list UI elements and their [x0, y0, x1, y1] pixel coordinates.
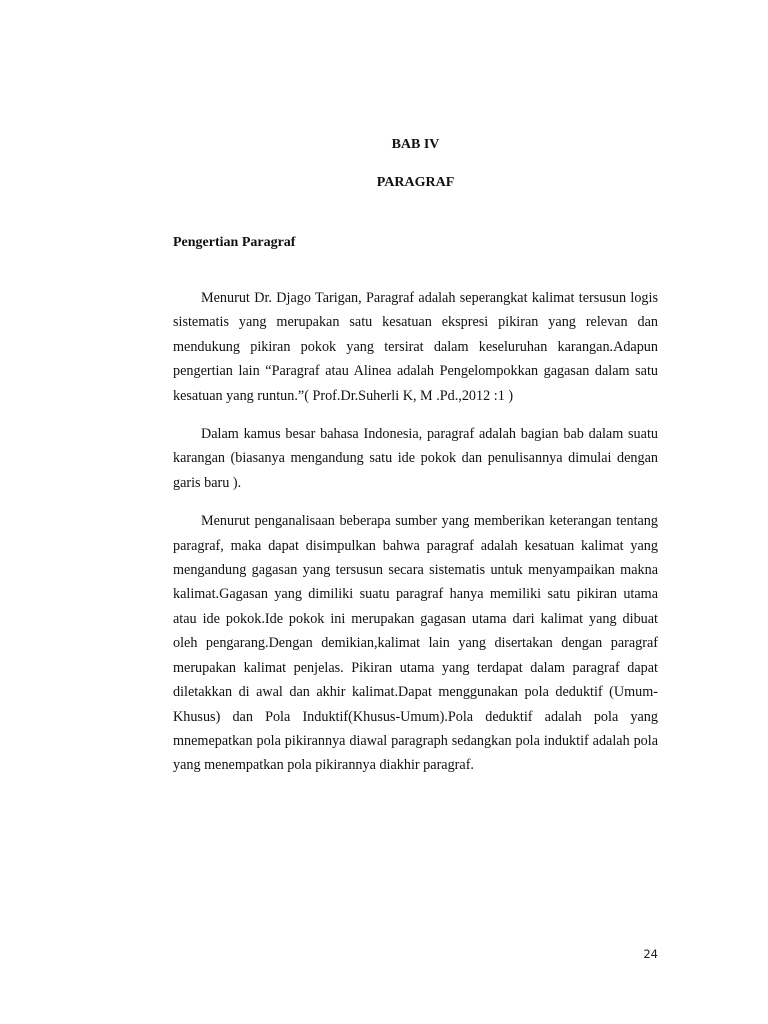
paragraph-2: Dalam kamus besar bahasa Indonesia, paragraf adalah bagian bab dalam suatu karangan (biasanya mengandung satu ide pokok dan penulisannya dimulai dengan garis baru ). — [173, 426, 658, 491]
section-heading: Pengertian Paragraf — [173, 235, 296, 250]
chapter-title: PARAGRAF — [376, 175, 455, 190]
body-text — [173, 286, 658, 792]
chapter-number: BAB IV — [391, 137, 440, 152]
paragraph-3: Menurut penganalisaan beberapa sumber yang memberikan keterangan tentang paragraf, maka dapat disimpulkan bahwa paragraf adalah kesatuan kalimat yang mengandung gagasan yang tersusun secara sistematis untuk menyampaikan makna kalimat.Gagasan yang dimiliki suatu paragraf hanya memiliki satu pikiran utama atau ide pokok.Ide pokok ini merupakan gagasan utama dari kalimat yang dibuat oleh pengarang.Dengan demikian,kalimat lain yang disertakan dengan paragraf merupakan kalimat penjelas. Pikiran utama yang terdapat dalam paragraf dapat diletakkan di awal dan akhir kalimat.Dapat menggunakan pola deduktif (Umum-Khusus) dan Pola Induktif(Khusus-Umum).Pola deduktif adalah pola yang mnemepatkan pola pikirannya diawal paragraph sedangkan pola induktif adalah pola yang menempatkan pola pikirannya diakhir paragraf. — [173, 513, 658, 774]
paragraph-1: Menurut Dr. Djago Tarigan, Paragraf adalah seperangkat kalimat tersusun logis sistematis yang merupakan satu kesatuan ekspresi pikiran yang relevan dan mendukung pikiran pokok yang tersirat dalam keseluruhan karangan.Adapun pengertian lain “Paragraf atau Alinea adalah Pengelompokkan gagasan dalam satu kesatuan yang runtun.”( Prof.Dr.Suherli K, M .Pd.,2012 :1 ) — [173, 290, 658, 404]
page-number: 24 — [643, 947, 658, 961]
